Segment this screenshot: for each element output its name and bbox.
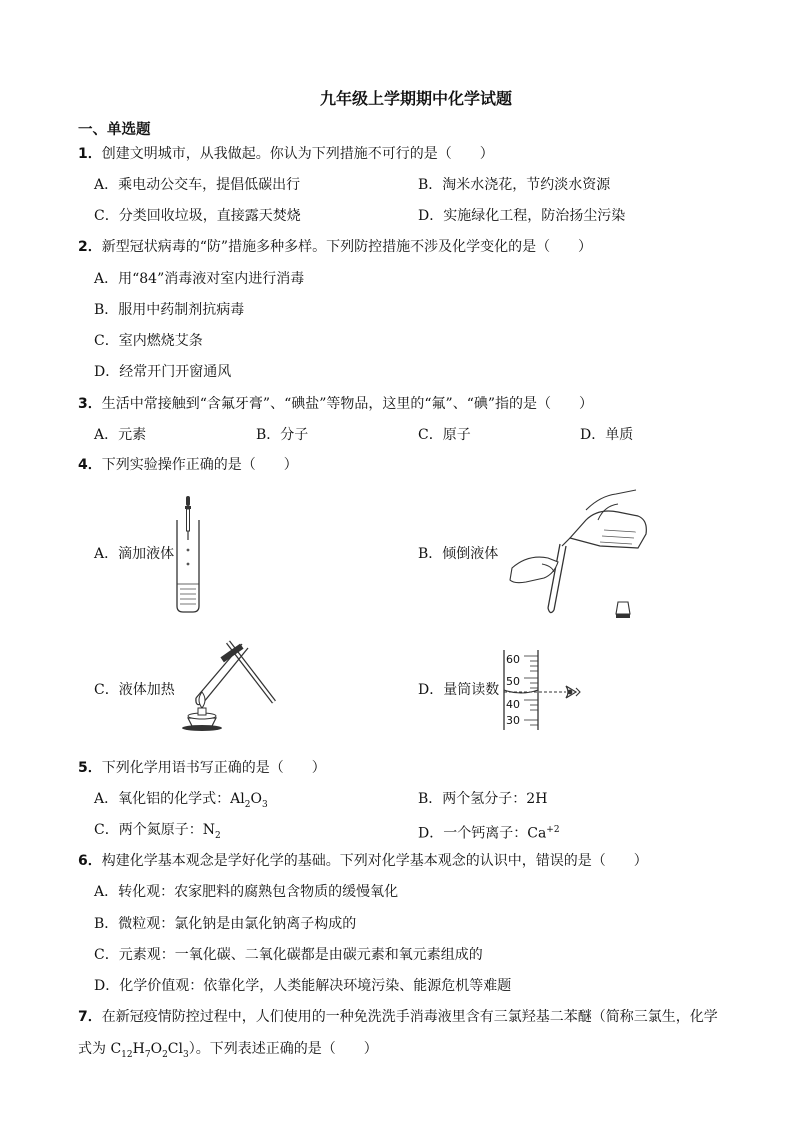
- formula-part: C: [110, 1041, 122, 1057]
- q2-option-c: C．室内燃烧艾条: [94, 333, 203, 349]
- question-number: 1．: [78, 146, 102, 162]
- q5-option-a: [94, 790, 268, 814]
- formula-part: Ca: [527, 825, 547, 842]
- question-text: 生活中常接触到“含氟牙膏”、“碘盐”等物品，这里的“氟”、“碘”指的是（ ）: [101, 396, 594, 412]
- question-text: 创建文明城市，从我做起。你认为下列措施不可行的是（ ）: [101, 146, 494, 162]
- question-number: 7．: [78, 1009, 102, 1025]
- formula-sub: 3: [183, 1049, 189, 1060]
- q1-option-b: B．淘米水浇花，节约淡水资源: [418, 177, 611, 193]
- question-number: 4．: [78, 457, 102, 473]
- q2-option-d: D．经常开门开窗通风: [94, 364, 232, 380]
- option-text: D．一个钙离子：: [418, 825, 528, 842]
- formula-part: O: [150, 1041, 163, 1057]
- question-text: 新型冠状病毒的“防”措施多种多样。下列防控措施不涉及化学变化的是（ ）: [101, 239, 593, 255]
- question-4: [78, 456, 298, 474]
- option-text: A．氧化铝的化学式：: [94, 791, 231, 807]
- cylinder-tick-40: 40: [506, 698, 520, 711]
- cylinder-tick-50: 50: [506, 675, 520, 688]
- q2-option-a: A．用“84”消毒液对室内进行消毒: [94, 271, 305, 287]
- question-number: 3．: [78, 396, 102, 412]
- cylinder-tick-30: 30: [506, 714, 520, 727]
- q3-option-a: A．元素: [94, 427, 147, 443]
- formula-sub: 12: [121, 1049, 133, 1060]
- formula-sub: 3: [261, 799, 268, 810]
- pouring-liquid-figure: [508, 490, 654, 622]
- cylinder-tick-60: 60: [506, 653, 520, 666]
- formula-sub: 2: [244, 799, 251, 810]
- q4-option-c: C．液体加热: [94, 682, 175, 698]
- q5-option-c: [94, 821, 221, 845]
- formula-sub: 7: [144, 1049, 151, 1060]
- formula-part: Al: [230, 791, 245, 807]
- formula-sup: +2: [546, 825, 560, 835]
- q6-option-a: A．转化观：农家肥料的腐熟包含物质的缓慢氧化: [94, 884, 399, 900]
- question-7-line-2: [78, 1040, 378, 1064]
- q3-option-b: B．分子: [256, 427, 309, 443]
- q4-option-d: D．量筒读数: [418, 682, 500, 698]
- q4-option-a: A．滴加液体: [94, 546, 175, 562]
- formula-sub: 2: [214, 830, 221, 841]
- question-number: 6．: [78, 853, 102, 869]
- formula-part: H: [132, 1041, 145, 1057]
- question-text: 构建化学基本观念是学好化学的基础。下列对化学基本观念的认识中，错误的是（ ）: [101, 853, 648, 869]
- cylinder-reading-figure: [500, 648, 586, 732]
- q5-option-d: [418, 821, 560, 843]
- question-text: 式为: [78, 1041, 111, 1057]
- question-6: [78, 852, 648, 870]
- section-title: 一、单选题: [78, 122, 151, 138]
- q1-option-d: D．实施绿化工程，防治扬尘污染: [418, 208, 626, 224]
- formula-part: N: [202, 822, 215, 838]
- q6-option-c: C．元素观：一氧化碳、二氧化碳都是由碳元素和氧元素组成的: [94, 947, 483, 963]
- question-text: 下列实验操作正确的是（ ）: [101, 457, 298, 473]
- question-text: ）。下列表述正确的是（ ）: [188, 1041, 378, 1057]
- question-1: [78, 145, 494, 163]
- q1-option-a: A．乘电动公交车，提倡低碳出行: [94, 177, 301, 193]
- q5-option-b: B．两个氢分子：2H: [418, 791, 548, 807]
- q4-option-b: B．倾倒液体: [418, 546, 499, 562]
- q3-option-c: C．原子: [418, 427, 471, 443]
- q3-option-d: D．单质: [580, 427, 634, 443]
- question-7: [78, 1008, 718, 1026]
- question-text: 下列化学用语书写正确的是（ ）: [101, 760, 326, 776]
- page-title: 九年级上学期期中化学试题: [319, 89, 512, 108]
- q2-option-b: B．服用中药制剂抗病毒: [94, 302, 245, 318]
- formula-sub: 2: [162, 1049, 168, 1060]
- question-text: 在新冠疫情防控过程中，人们使用的一种免洗洗手消毒液里含有三氯羟基二苯醚（简称三氯生，化学: [101, 1009, 718, 1025]
- heating-liquid-figure: [176, 636, 280, 732]
- q6-option-d: D．化学价值观：依靠化学，人类能解决环境污染、能源危机等难题: [94, 978, 512, 994]
- option-text: C．两个氮原子：: [94, 822, 203, 838]
- formula-part: O: [250, 791, 262, 807]
- question-3: [78, 395, 593, 413]
- formula-part: Cl: [167, 1041, 183, 1057]
- question-number: 5．: [78, 760, 102, 776]
- question-2: [78, 238, 592, 256]
- dropper-test-tube-figure: [172, 494, 212, 616]
- question-5: [78, 759, 326, 777]
- question-number: 2．: [78, 239, 102, 255]
- q6-option-b: B．微粒观：氯化钠是由氯化钠离子构成的: [94, 916, 357, 932]
- q1-option-c: C．分类回收垃圾，直接露天焚烧: [94, 208, 301, 224]
